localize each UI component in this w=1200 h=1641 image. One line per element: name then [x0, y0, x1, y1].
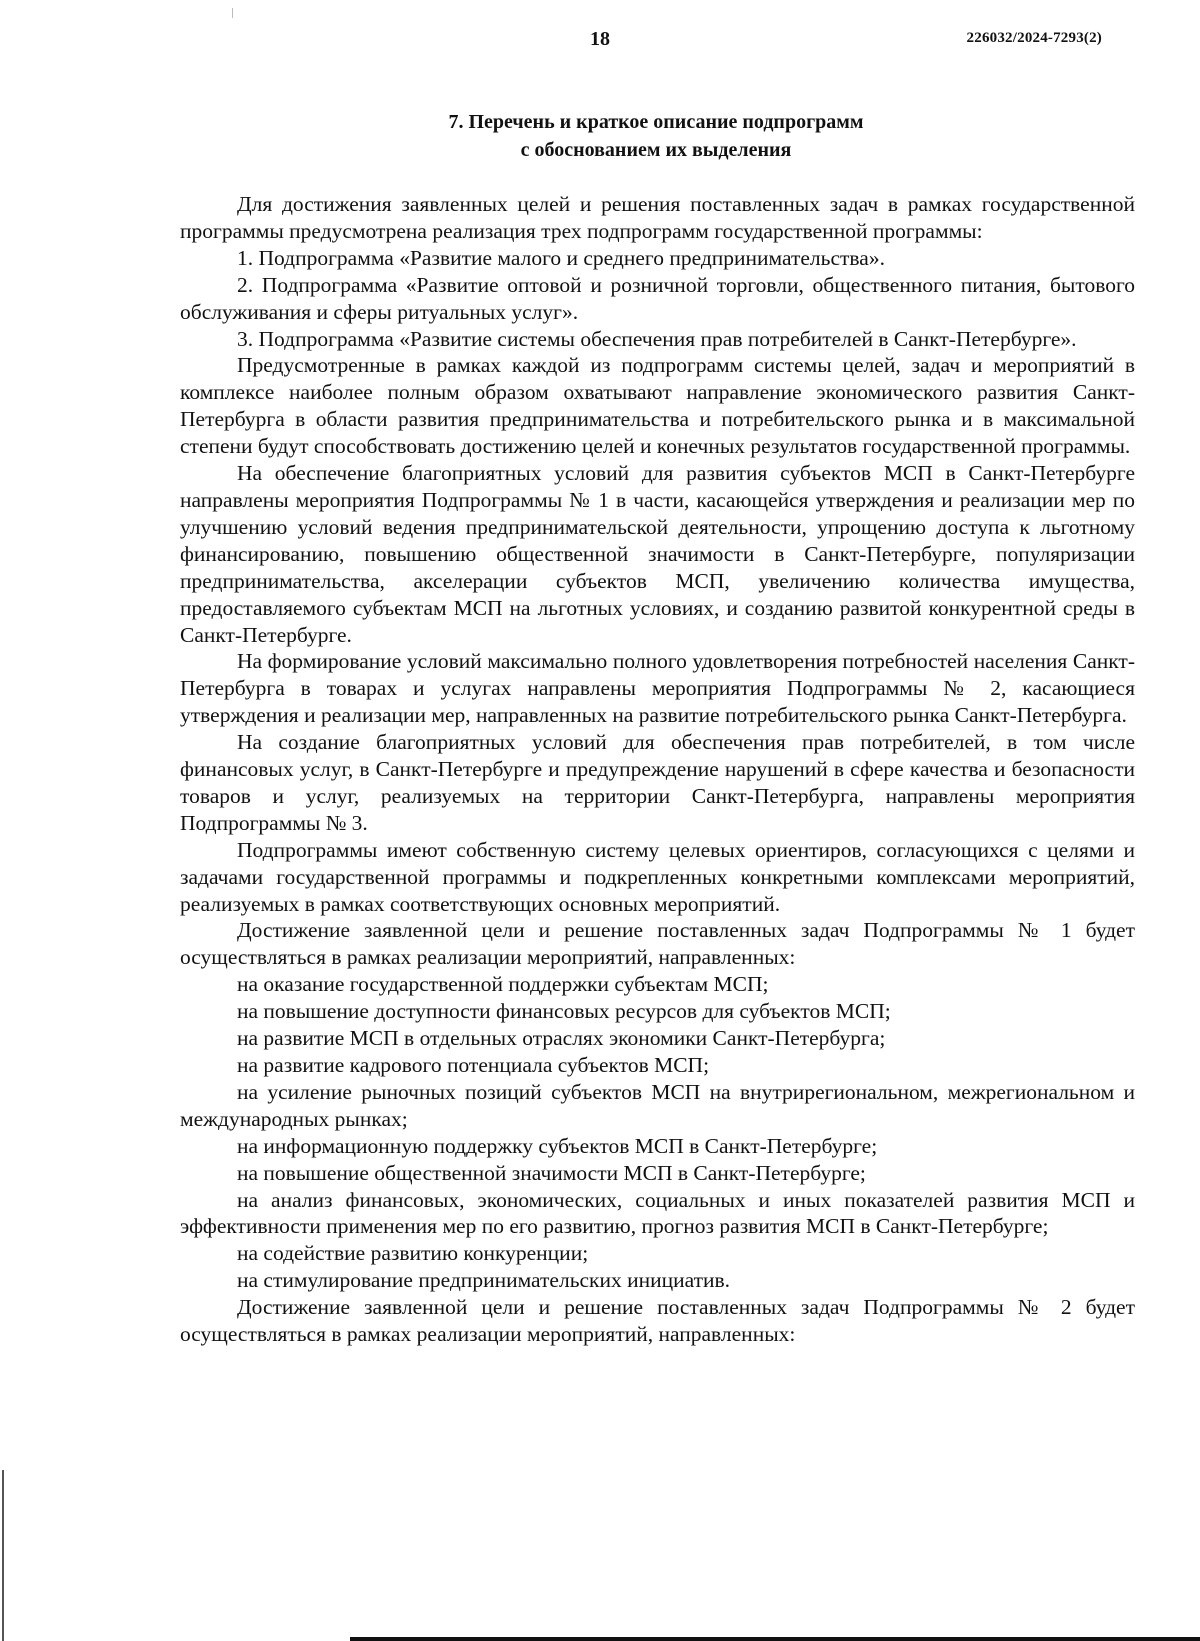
paragraph-intro: Для достижения заявленных целей и решения поставленных задач в рамках государственной программы предусмотрена реализация трех подпрограмм государственной программы: — [180, 192, 1135, 243]
activity-item: на стимулирование предпринимательских инициатив. — [237, 1268, 731, 1293]
paragraph-subprogram-3-purpose: На создание благоприятных условий для обеспечения прав потребителей, в том числе финансовых услуг, в Санкт-Петербурге и предупреждение нарушений в сфере качества и безопасности товаров и услуг, реализуемых на территории Санкт-Петербурга, направлены мероприятия Подпрограммы № 3. — [180, 730, 1135, 835]
scan-edge-mark — [2, 1470, 4, 1641]
activity-item: на содействие развитию конкуренции; — [237, 1241, 589, 1266]
scan-artifact-top — [232, 8, 233, 18]
section-title-line-2: с обоснованием их выделения — [520, 139, 792, 161]
activity-item: на оказание государственной поддержки субъектам МСП; — [237, 972, 769, 997]
section-heading — [180, 108, 1132, 164]
list-item-subprogram-2: 2. Подпрограмма «Развитие оптовой и розничной торговли, общественного питания, бытового обслуживания и сферы ритуальных услуг». — [180, 272, 1135, 324]
section-title-line-1: 7. Перечень и краткое описание подпрограмм — [448, 111, 864, 133]
activity-item: на повышение доступности финансовых ресурсов для субъектов МСП; — [237, 999, 891, 1024]
paragraph-target-system: Подпрограммы имеют собственную систему целевых ориентиров, согласующихся с целями и задачами государственной программы и подкрепленных конкретными комплексами мероприятий, реализуемых в рамках соответствующих основных мероприятий. — [180, 837, 1135, 916]
activity-item: на развитие МСП в отдельных отраслях экономики Санкт-Петербурга; — [237, 1026, 886, 1051]
list-item-subprogram-3: 3. Подпрограмма «Развитие системы обеспечения прав потребителей в Санкт-Петербурге». — [237, 326, 1077, 351]
paragraph-subprogram-1-purpose: На обеспечение благоприятных условий для развития субъектов МСП в Санкт-Петербурге направлены мероприятия Подпрограммы № 1 в части, касающейся утверждения и реализации мер по улучшению условий ведения предпринимательской деятельности, упрощению доступа к льготному финансированию, повышению общественной значимости в Санкт-Петербурге, популяризации предпринимательства, акселерации субъектов МСП, увеличению количества имущества, предоставляемого субъектам МСП на льготных условиях, и созданию развитой конкурентной среды в Санкт-Петербурге. — [180, 461, 1135, 647]
paragraph-goals-system: Предусмотренные в рамках каждой из подпрограмм системы целей, задач и мероприятий в комплексе наиболее полным образом охватывают направление экономического развития Санкт-Петербурга в области развития предпринимательства и потребительского рынка и в максимальной степени будут способствовать достижению целей и конечных результатов государственной программы. — [180, 353, 1135, 459]
page-number: 18 — [590, 28, 610, 50]
scan-bottom-edge — [350, 1637, 1200, 1641]
document-body — [180, 191, 1135, 1348]
paragraph-subprogram-2-purpose: На формирование условий максимально полного удовлетворения потребностей населения Санкт-Петербурга в товарах и услугах направлены мероприятия Подпрограммы № 2, касающиеся утверждения и реализации мер, направленных на развитие потребительского рынка Санкт-Петербурга. — [180, 649, 1135, 728]
activity-item: на информационную поддержку субъектов МСП в Санкт-Петербурге; — [237, 1133, 878, 1158]
paragraph-subprogram-1-activities: Достижение заявленной цели и решение поставленных задач Подпрограммы № 1 будет осуществляться в рамках реализации мероприятий, направленных: — [180, 918, 1135, 970]
activity-item: на развитие кадрового потенциала субъектов МСП; — [237, 1053, 710, 1077]
activity-item: на анализ финансовых, экономических, социальных и иных показателей развития МСП и эффективности применения мер по его развитию, прогноз развития МСП в Санкт-Петербурге; — [180, 1187, 1135, 1239]
list-item-subprogram-1: 1. Подпрограмма «Развитие малого и среднего предпринимательства». — [237, 245, 885, 270]
document-id: 226032/2024-7293(2) — [966, 30, 1102, 46]
paragraph-subprogram-2-activities: Достижение заявленной цели и решение поставленных задач Подпрограммы № 2 будет осуществляться в рамках реализации мероприятий, направленных: — [180, 1295, 1135, 1347]
activity-item: на усиление рыночных позиций субъектов МСП на внутрирегиональном, межрегиональном и международных рынках; — [180, 1079, 1135, 1131]
activity-item: на повышение общественной значимости МСП в Санкт-Петербурге; — [237, 1160, 866, 1185]
